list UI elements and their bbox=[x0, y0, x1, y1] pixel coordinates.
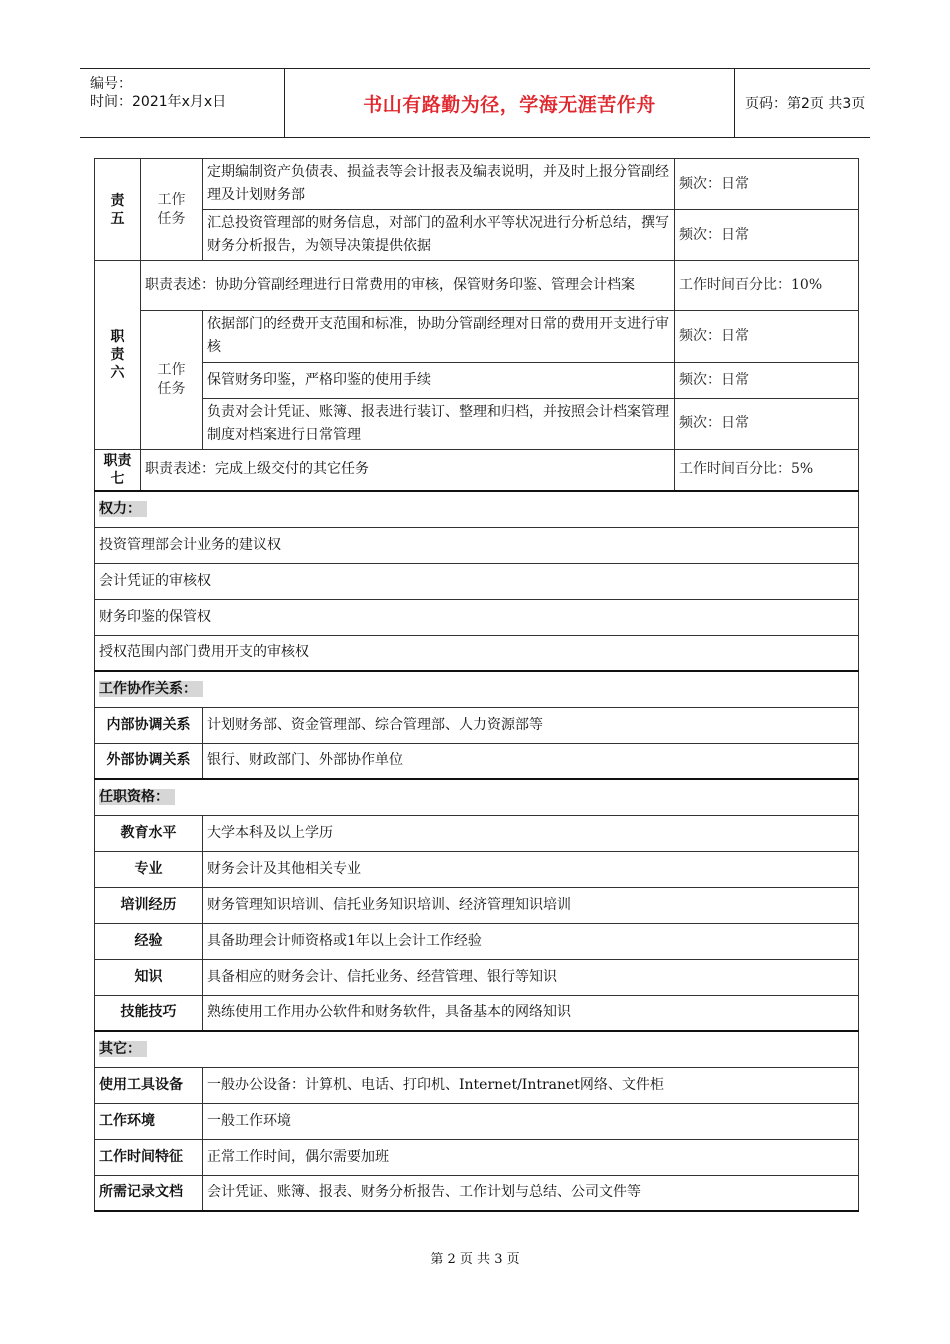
duty-seven-label: 职责 七 bbox=[95, 449, 141, 491]
qualification-row bbox=[95, 815, 859, 851]
qualification-value: 大学本科及以上学历 bbox=[203, 815, 859, 851]
other-row bbox=[95, 1175, 859, 1211]
qualification-row bbox=[95, 959, 859, 995]
duty-six-task-text: 负责对会计凭证、账簿、报表进行装订、整理和归档，并按照会计档案管理制度对档案进行日常管理 bbox=[203, 398, 675, 449]
page-footer: 第 2 页 共 3 页 bbox=[430, 1252, 520, 1267]
authority-item-row bbox=[95, 635, 859, 671]
document-header bbox=[80, 68, 870, 138]
duty-six-time-percentage: 工作时间百分比：10% bbox=[675, 261, 859, 311]
qualification-section-header bbox=[95, 779, 859, 815]
authority-item-row bbox=[95, 599, 859, 635]
qualification-value: 具备相应的财务会计、信托业务、经营管理、银行等知识 bbox=[203, 959, 859, 995]
duty-six-task-text: 保管财务印鉴，严格印鉴的使用手续 bbox=[203, 362, 675, 398]
duty-six-task-row bbox=[95, 311, 859, 362]
duty-six-label: 职 责 六 bbox=[95, 261, 141, 449]
duty-five-label: 责 五 bbox=[95, 159, 141, 261]
header-page-number: 页码：第2页 共3页 bbox=[745, 96, 866, 112]
other-value: 会计凭证、账簿、报表、财务分析报告、工作计划与总结、公司文件等 bbox=[203, 1175, 859, 1211]
document-date: 时间：2021年x月x日 bbox=[90, 94, 227, 110]
cooperation-section-header bbox=[95, 671, 859, 707]
authority-item: 会计凭证的审核权 bbox=[95, 563, 859, 599]
duty-six-task-label: 工作 任务 bbox=[141, 311, 203, 449]
duty-six-task-row bbox=[95, 362, 859, 398]
authority-section-header bbox=[95, 491, 859, 527]
duty-five-task-row bbox=[95, 159, 859, 210]
qualification-row bbox=[95, 851, 859, 887]
authority-item: 财务印鉴的保管权 bbox=[95, 599, 859, 635]
qualification-value: 财务管理知识培训、信托业务知识培训、经济管理知识培训 bbox=[203, 887, 859, 923]
document-number: 编号： bbox=[90, 76, 132, 92]
header-motto: 书山有路勤为径，学海无涯苦作舟 bbox=[363, 93, 656, 116]
other-label: 所需记录文档 bbox=[95, 1175, 203, 1211]
qualification-label: 培训经历 bbox=[95, 887, 203, 923]
internal-cooperation-label: 内部协调关系 bbox=[95, 707, 203, 743]
qualification-label: 技能技巧 bbox=[95, 995, 203, 1031]
duty-five-task-text: 汇总投资管理部的财务信息，对部门的盈利水平等状况进行分析总结，撰写财务分析报告，为领导决策提供依据 bbox=[203, 210, 675, 261]
qualification-value: 熟练使用工作用办公软件和财务软件，具备基本的网络知识 bbox=[203, 995, 859, 1031]
qualification-row bbox=[95, 887, 859, 923]
authority-title: 权力： bbox=[99, 501, 147, 517]
qualification-value: 财务会计及其他相关专业 bbox=[203, 851, 859, 887]
duty-five-task-row bbox=[95, 210, 859, 261]
internal-cooperation-value: 计划财务部、资金管理部、综合管理部、人力资源部等 bbox=[203, 707, 859, 743]
duty-six-task-frequency: 频次：日常 bbox=[675, 311, 859, 362]
qualification-row bbox=[95, 995, 859, 1031]
duty-six-description: 职责表述：协助分管副经理进行日常费用的审核，保管财务印鉴、管理会计档案 bbox=[141, 261, 675, 311]
duty-seven-row bbox=[95, 449, 859, 491]
duty-six-task-frequency: 频次：日常 bbox=[675, 398, 859, 449]
qualification-label: 专业 bbox=[95, 851, 203, 887]
internal-cooperation-row bbox=[95, 707, 859, 743]
other-label: 使用工具设备 bbox=[95, 1067, 203, 1103]
qualification-title: 任职资格： bbox=[99, 789, 175, 805]
other-row bbox=[95, 1103, 859, 1139]
duty-five-task-frequency: 频次：日常 bbox=[675, 159, 859, 210]
authority-item-row bbox=[95, 563, 859, 599]
other-title: 其它： bbox=[99, 1041, 147, 1057]
duty-seven-description: 职责表述：完成上级交付的其它任务 bbox=[141, 449, 675, 491]
duty-six-task-frequency: 频次：日常 bbox=[675, 362, 859, 398]
other-value: 一般办公设备：计算机、电话、打印机、Internet/Intranet网络、文件柜 bbox=[203, 1067, 859, 1103]
duty-seven-time-percentage: 工作时间百分比：5% bbox=[675, 449, 859, 491]
duty-five-task-label: 工作 任务 bbox=[141, 159, 203, 261]
other-row bbox=[95, 1067, 859, 1103]
header-page-cell bbox=[735, 69, 870, 137]
duty-six-description-row bbox=[95, 261, 859, 311]
cooperation-title: 工作协作关系： bbox=[99, 681, 203, 697]
other-label: 工作环境 bbox=[95, 1103, 203, 1139]
other-value: 正常工作时间，偶尔需要加班 bbox=[203, 1139, 859, 1175]
qualification-row bbox=[95, 923, 859, 959]
duty-six-task-row bbox=[95, 398, 859, 449]
other-value: 一般工作环境 bbox=[203, 1103, 859, 1139]
qualification-label: 知识 bbox=[95, 959, 203, 995]
duty-six-task-text: 依据部门的经费开支范围和标准，协助分管副经理对日常的费用开支进行审核 bbox=[203, 311, 675, 362]
authority-item-row bbox=[95, 527, 859, 563]
qualification-value: 具备助理会计师资格或1年以上会计工作经验 bbox=[203, 923, 859, 959]
duty-five-task-text: 定期编制资产负债表、损益表等会计报表及编表说明，并及时上报分管副经理及计划财务部 bbox=[203, 159, 675, 210]
header-meta bbox=[80, 69, 284, 137]
external-cooperation-label: 外部协调关系 bbox=[95, 743, 203, 779]
header-motto-cell bbox=[284, 69, 735, 137]
other-row bbox=[95, 1139, 859, 1175]
qualification-label: 经验 bbox=[95, 923, 203, 959]
duty-five-task-frequency: 频次：日常 bbox=[675, 210, 859, 261]
qualification-label: 教育水平 bbox=[95, 815, 203, 851]
external-cooperation-value: 银行、财政部门、外部协作单位 bbox=[203, 743, 859, 779]
external-cooperation-row bbox=[95, 743, 859, 779]
job-description-table bbox=[94, 158, 858, 1212]
other-label: 工作时间特征 bbox=[95, 1139, 203, 1175]
other-section-header bbox=[95, 1031, 859, 1067]
authority-item: 授权范围内部门费用开支的审核权 bbox=[95, 635, 859, 671]
authority-item: 投资管理部会计业务的建议权 bbox=[95, 527, 859, 563]
